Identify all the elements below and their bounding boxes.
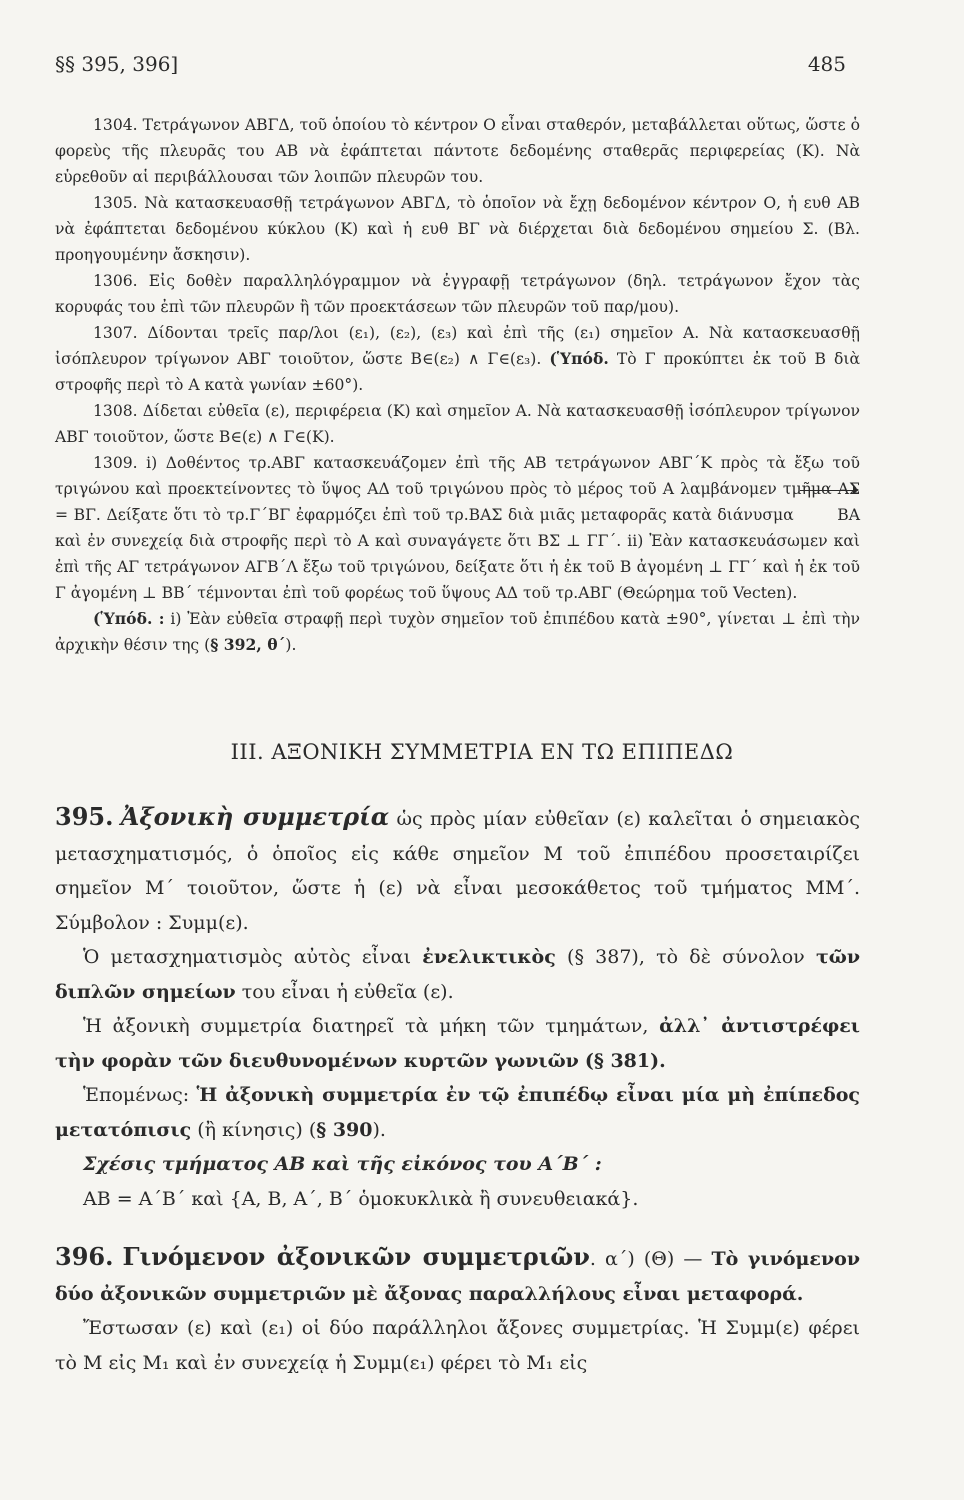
bold-term: ἐνελικτικὸς: [422, 946, 556, 968]
term-axial-symmetry: Ἀξονικὴ συμμετρία: [120, 802, 390, 831]
text: (ἢ κίνησις) (: [197, 1118, 317, 1141]
section-reference: §§ 395, 396]: [55, 52, 179, 76]
text: του εἶναι ἡ εὐθεῖα (ε).: [241, 980, 454, 1003]
definition-text: ὡς πρὸς μίαν εὐθεῖαν (ε) καλεῖται ὁ σημειακὸς μετασχηματισμός, ὁ ὁποῖος εἰς κάθε σημεῖον Μ τοῦ ἐπιπέδου προσεταιρίζει σημεῖον Μ΄ τοιοῦτον, ὥστε ἡ (ε) νὰ εἶναι μεσοκάθετος τοῦ τμήματος ΜΜ΄. Σύμβολον : Συμμ(ε).: [55, 808, 860, 934]
exercise-1308: 1308. Δίδεται εὐθεῖα (ε), περιφέρεια (Κ) καὶ σημεῖον Α. Νὰ κατασκευασθῇ ἰσόπλευρον τρίγωνον ΑΒΓ τοιοῦτον, ὥστε Β∈(ε) ∧ Γ∈(Κ).: [55, 402, 860, 446]
page-header: [55, 52, 846, 92]
exercise-1307-hint: Τὸ Γ προκύπτει ἐκ τοῦ Β διὰ στροφῆς περὶ τὸ Α κατὰ γωνίαν ±60°).: [55, 350, 860, 394]
reference: (§ 381).: [584, 1049, 666, 1072]
hint-text: i) Ἐὰν εὐθεῖα στραφῇ περὶ τυχὸν σημεῖον τοῦ ἐπιπέδου κατὰ ±90°, γίνεται ⊥ ἐπὶ τὴν ἀρχικὴν θέσιν της (: [55, 610, 860, 654]
theorem-statement: Τὸ γινόμενον δύο ἀξονικῶν συμμετριῶν μὲ ἄξονας παραλλήλους εἶναι μεταφορά.: [55, 1248, 860, 1305]
bold-term: τῶν διπλῶν σημείων: [55, 946, 860, 1003]
exercise-1309-text: 1309. i) Δοθέντος τρ.ΑΒΓ κατασκευάζομεν ἐπὶ τῆς ΑΒ τετράγωνον ΑΒΓ΄Κ πρὸς τὰ ἔξω τοῦ τριγώνου καὶ προεκτείνοντες τὸ ὕψος ΑΔ τοῦ τριγώνου πρὸς τὸ μέρος τοῦ Α λαμβάνομεν τμῆμα ΑΣ = ΒΓ. Δείξατε ὅτι τὸ τρ.Γ΄ΒΓ ἐφαρμόζει ἐπὶ τοῦ τρ.ΒΑΣ διὰ μιᾶς μεταφορᾶς κατὰ διάνυσμα: [55, 454, 860, 524]
bold-statement: ἀλλ᾽ ἀντιστρέφει τὴν φορὰν τῶν διευθυνομένων κυρτῶν γωνιῶν: [55, 1015, 860, 1072]
relation-heading: Σχέσις τμήματος ΑΒ καὶ τῆς εἰκόνος του Α΄Β΄ :: [83, 1153, 602, 1175]
exercise-1309-hint: [55, 606, 860, 658]
text: Ἡ ἀξονικὴ συμμετρία διατηρεῖ τὰ μήκη τῶν τμημάτων,: [83, 1015, 649, 1037]
paragraph-proof: Ἔστωσαν (ε) καὶ (ε₁) οἱ δύο παράλληλοι ἄξονες συμμετρίας. Ἡ Συμμ(ε) φέρει τὸ Μ εἰς Μ₁ καὶ ἐν συνεχείᾳ ἡ Συμμ(ε₁) φέρει τὸ Μ₁ εἰς: [55, 1317, 860, 1374]
hint-reference: § 392, θ΄: [210, 635, 286, 654]
paragraph-consequence: [55, 1078, 860, 1147]
text: (§ 387), τὸ δὲ σύνολον: [567, 946, 805, 968]
section-395-definition: [55, 800, 860, 940]
section-396: [55, 1240, 860, 1311]
hint-label: (Ὑπόδ. :: [93, 609, 165, 628]
exercise-1306: 1306. Εἰς δοθὲν παραλληλόγραμμον νὰ ἐγγραφῇ τετράγωνον (δηλ. τετράγωνον ἔχον τὰς κορυφάς του ἐπὶ τῶν πλευρῶν ἢ τῶν προεκτάσεων τῶν πλευρῶν τοῦ παρ/μου).: [55, 272, 860, 316]
text: Ἑπομένως:: [83, 1084, 190, 1106]
hint-label: (Ὑπόδ.: [549, 349, 609, 368]
paragraph-preserves-length: [55, 1009, 860, 1078]
exercise-1307-text: 1307. Δίδονται τρεῖς παρ/λοι (ε₁), (ε₂), (ε₃) καὶ ἐπὶ τῆς (ε₁) σημεῖον Α. Νὰ κατασκευασθῇ ἰσόπλευρον τρίγωνον ΑΒΓ τοιοῦτον, ὥστε Β∈(ε₂) ∧ Γ∈(ε₃).: [55, 324, 860, 368]
exercise-1305: 1305. Νὰ κατασκευασθῇ τετράγωνον ΑΒΓΔ, τὸ ὁποῖον νὰ ἔχῃ δεδομένον κέντρον Ο, ἡ ευθ ΑΒ νὰ ἐφάπτεται δεδομένου κύκλου (Κ) καὶ ἡ ευθ ΒΓ νὰ διέρχεται διὰ δεδομένου σημείου Σ. (Βλ. προηγουμένην ἄσκησιν).: [55, 194, 860, 264]
hint-end: ).: [285, 636, 297, 654]
exercise-1309: [55, 450, 860, 606]
bold-statement: Ἡ ἀξονικὴ συμμετρία ἐν τῷ ἐπιπέδῳ εἶναι μία μὴ ἐπίπεδος μετατόπισις: [55, 1084, 860, 1141]
vector-ba: ΒΑ: [799, 502, 860, 528]
exercises-block: [55, 112, 860, 658]
paragraph-involutive: [55, 940, 860, 1009]
text: ).: [372, 1118, 386, 1141]
text: Ὁ μετασχηματισμὸς αὐτὸς εἶναι: [83, 946, 412, 968]
theorem-label: . α΄) (Θ) —: [589, 1248, 703, 1270]
section-number-396: 396.: [55, 1242, 114, 1271]
relation-formula: ΑΒ = Α΄Β΄ καὶ {Α, Β, Α΄, Β΄ ὁμοκυκλικὰ ἢ συνευθειακά}.: [83, 1187, 639, 1210]
main-text: [55, 800, 860, 1380]
term-product-symmetries: Γινόμενον ἀξονικῶν συμμετριῶν: [122, 1242, 590, 1271]
reference: § 390: [316, 1118, 373, 1141]
section-number-395: 395.: [55, 802, 114, 831]
chapter-heading: III. ΑΞΟΝΙΚΗ ΣΥΜΜΕΤΡΙΑ ΕΝ ΤΩ ΕΠΙΠΕΔΩ: [230, 740, 734, 764]
exercise-1309-text-cont: καὶ ἐν συνεχείᾳ διὰ στροφῆς περὶ τὸ Α καὶ συναγάγετε ὅτι ΒΣ ⊥ ΓΓ΄. ii) Ἐὰν κατασκευάσωμεν καὶ ἐπὶ τῆς ΑΓ τετράγωνον ΑΓΒ΄Λ ἔξω τοῦ τριγώνου, δείξατε ὅτι ἡ ἐκ τοῦ Β ἀγομένη ⊥ ΓΓ΄ καὶ ἡ ἐκ τοῦ Γ ἀγομένη ⊥ ΒΒ΄ τέμνονται ἐπὶ τοῦ φορέως τοῦ ὕψους ΑΔ τοῦ τρ.ΑΒΓ (Θεώρημα τοῦ Vecten).: [55, 532, 860, 602]
exercise-1307: [55, 320, 860, 398]
page-number: 485: [807, 52, 846, 76]
exercise-1304: 1304. Τετράγωνον ΑΒΓΔ, τοῦ ὁποίου τὸ κέντρον Ο εἶναι σταθερόν, μεταβάλλεται οὕτως, ὥστε ὁ φορεὺς τῆς πλευρᾶς του ΑΒ νὰ ἐφάπτεται πάντοτε δεδομένης σταθερᾶς περιφερείας (Κ). Νὰ εὑρεθοῦν αἱ περιβάλλουσαι τῶν λοιπῶν πλευρῶν του.: [55, 116, 860, 186]
